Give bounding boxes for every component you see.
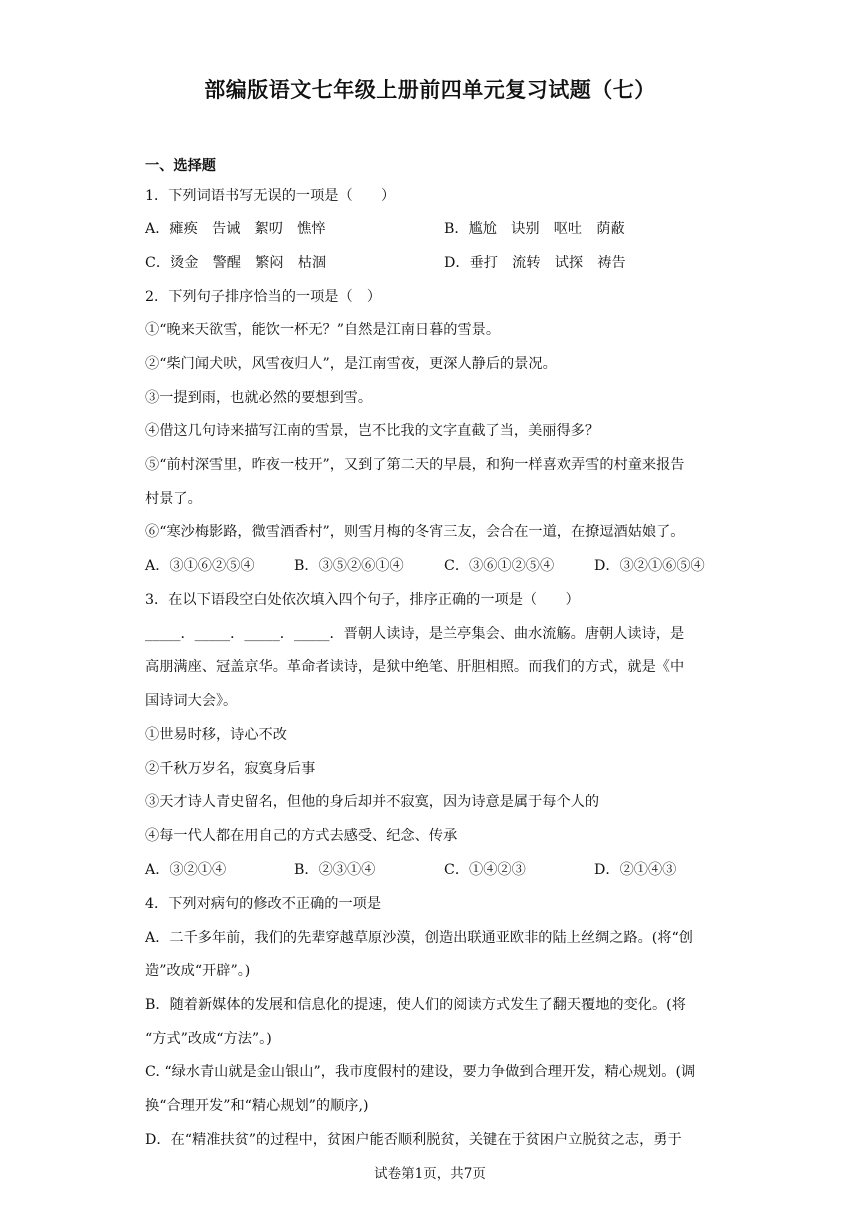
question-2-sentence-1: ①“晚来天欲雪，能饮一杯无？”自然是江南日暮的雪景。: [145, 322, 501, 338]
question-4-stem: 4．下列对病句的修改不正确的一项是: [145, 896, 382, 912]
question-1-option-c: C．烫金 警醒 繁闷 枯涸: [145, 255, 327, 271]
question-3-sentence-3: ③天才诗人青史留名，但他的身后却并不寂寞，因为诗意是属于每个人的: [145, 794, 600, 810]
question-2-sentence-5: ⑤“前村深雪里，昨夜一枝开”，又到了第二天的早晨，和狗一样喜欢弄雪的村童来报告: [145, 457, 685, 473]
question-4-option-a: A．二千多年前，我们的先辈穿越草原沙漠，创造出联通亚欧非的陆上丝绸之路。(将“创: [145, 930, 693, 946]
question-4-option-a-cont: 造”改成“开辟”。): [145, 963, 251, 979]
page-footer: 试卷第1页，共7页: [374, 1166, 486, 1182]
question-3-option-c: C．①④②③: [444, 862, 526, 878]
question-3-passage-line-3: 国诗词大会》。: [145, 693, 238, 709]
question-2-sentence-6: ⑥“寒沙梅影路，微雪酒香村”，则雪月梅的冬宵三友，会合在一道，在撩逗酒姑娘了。: [145, 524, 685, 540]
question-4-option-c: C. “绿水青山就是金山银山”，我市度假村的建设，要力争做到合理开发，精心规划。(调: [145, 1064, 696, 1080]
question-3-option-b: B．②③①④: [294, 862, 376, 878]
question-3-option-d: D．②①④③: [594, 862, 677, 878]
question-3-stem: 3．在以下语段空白处依次填入四个句子，排序正确的一项是（ ）: [145, 592, 580, 608]
question-4-option-d: D．在“精准扶贫”的过程中，贫困户能否顺利脱贫，关键在于贫困户立脱贫之志，勇于: [145, 1132, 682, 1148]
question-2-option-a: A．③①⑥②⑤④: [145, 558, 255, 574]
question-3-sentence-1: ①世易时移，诗心不改: [145, 727, 287, 743]
question-1-option-d: D．垂打 流转 试探 祷告: [444, 255, 626, 271]
page-title: 部编版语文七年级上册前四单元复习试题（七）: [204, 78, 656, 102]
question-2-sentence-5-cont: 村景了。: [145, 491, 202, 507]
question-1-option-a: A．瘫痪 告诫 絮叨 憔悴: [145, 221, 326, 237]
question-3-option-a: A．③②①④: [145, 862, 227, 878]
question-2-sentence-3: ③一提到雨，也就必然的要想到雪。: [145, 390, 373, 406]
question-2-option-d: D．③②①⑥⑤④: [594, 558, 705, 574]
question-3-sentence-4: ④每一代人都在用自己的方式去感受、纪念、传承: [145, 828, 458, 844]
question-2-option-b: B．③⑤②⑥①④: [294, 558, 404, 574]
question-4-option-b: B．随着新媒体的发展和信息化的提速，使人们的阅读方式发生了翻天覆地的变化。(将: [145, 997, 686, 1013]
question-4-option-c-cont: 换“合理开发”和“精心规划”的顺序,): [145, 1098, 369, 1114]
section-heading: 一、选择题: [145, 158, 216, 174]
question-1-stem: 1．下列词语书写无误的一项是（ ）: [145, 188, 396, 204]
question-1-option-b: B．尴尬 诀别 呕吐 荫蔽: [444, 221, 625, 237]
question-3-passage-line-1: _____．_____．_____．_____．晋朝人读诗，是兰亭集会、曲水流觞。唐朝人读诗，是: [145, 626, 685, 642]
question-2-sentence-2: ②“柴门闻犬吠，风雪夜归人”，是江南雪夜，更深人静后的景况。: [145, 356, 557, 372]
question-3-sentence-2: ②千秋万岁名，寂寞身后事: [145, 761, 316, 777]
question-4-option-b-cont: “方式”改成“方法”。): [145, 1031, 272, 1047]
question-3-passage-line-2: 高朋满座、冠盖京华。革命者读诗，是狱中绝笔、肝胆相照。而我们的方式，就是《中: [145, 659, 685, 675]
question-2-stem: 2．下列句子排序恰当的一项是（ ）: [145, 289, 382, 305]
question-2-option-c: C．③⑥①②⑤④: [444, 558, 555, 574]
question-2-sentence-4: ④借这几句诗来描写江南的雪景，岂不比我的文字直截了当，美丽得多？: [145, 423, 600, 439]
